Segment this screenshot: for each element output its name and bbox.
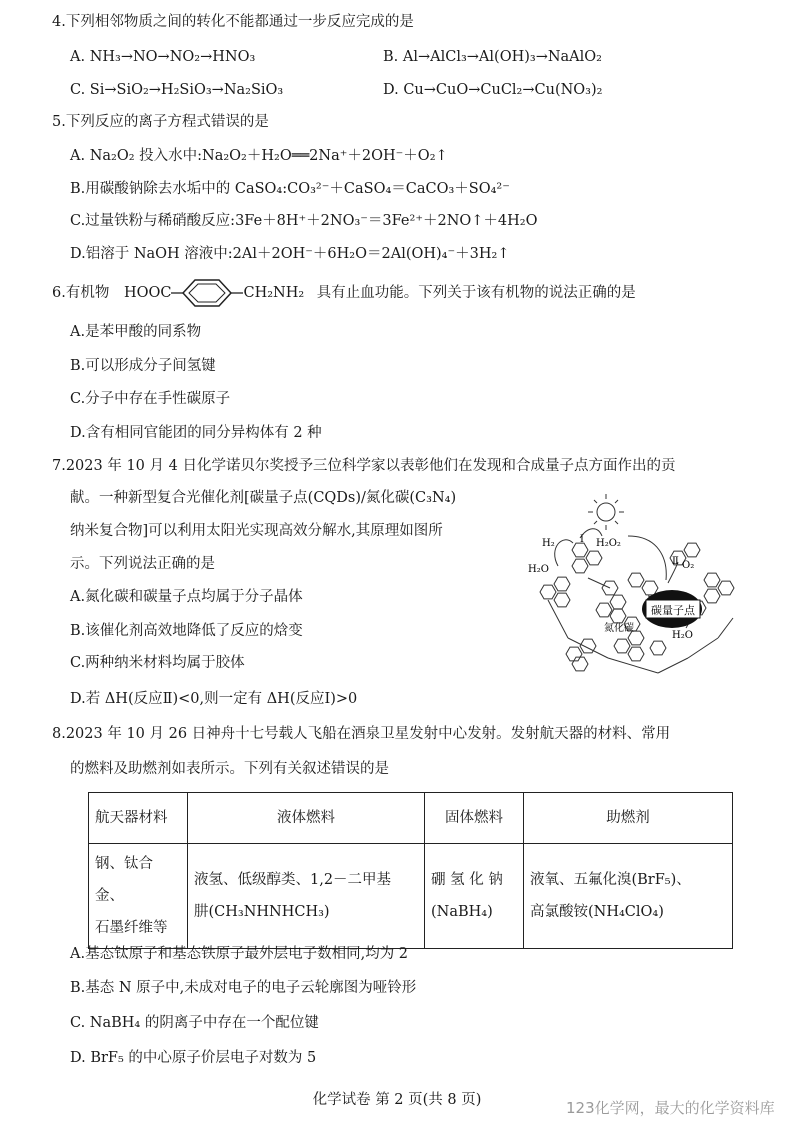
q4-stem: 4.下列相邻物质之间的转化不能都通过一步反应完成的是 [52,14,414,30]
cell-line: (NaBH₄) [431,904,493,920]
page-footer: 化学试卷 第 2 页(共 8 页) [312,1092,482,1108]
cell-line: 高氯酸铵(NH₄ClO₄) [530,904,664,920]
q4-option-c: C. Si→SiO₂→H₂SiO₃→Na₂SiO₃ [70,82,284,98]
hexagon-ring [628,573,644,587]
q5-option-a: A. Na₂O₂ 投入水中:Na₂O₂＋H₂O══2Na⁺＋2OH⁻＋O₂↑ [70,148,448,164]
q4-option-d: D. Cu→CuO→CuCl₂→Cu(NO₃)₂ [383,82,603,98]
bond-line [658,658,688,673]
cell-solid-fuel [425,844,524,949]
q4-option-b: B. Al→AlCl₃→Al(OH)₃→NaAlO₂ [383,49,602,65]
sun-icon [588,494,624,530]
c3n4-label: 氮化碳 [604,623,634,634]
q4-option-a: A. NH₃→NO→NO₂→HNO₃ [70,49,256,65]
hexagon-ring [586,551,602,565]
q6-left-group: HOOC [123,285,172,301]
hexagon-ring [718,581,734,595]
q6-option-a: A.是苯甲酸的同系物 [70,324,202,340]
q7-stem-line3: 纳米复合物]可以利用太阳光实现高效分解水,其原理如图所 [70,523,443,539]
cell-material [89,844,188,949]
cqd-label: 碳量子点 [651,604,695,617]
cell-line: 肼(CH₃NHNHCH₃) [194,904,330,920]
q8-option-a: A.基态钛原子和基态铁原子最外层电子数相同,均为 2 [70,946,409,962]
q7-stem-line2: 献。一种新型复合光催化剂[碳量子点(CQDs)/氮化碳(C₃N₄) [70,490,457,506]
hexagon-ring [596,603,612,617]
q7-stem-line1: 7.2023 年 10 月 4 日化学诺贝尔奖授予三位科学家以表彰他们在发现和合成量子点方面作出的贡 [52,458,676,474]
cell-line: 硼 氢 化 钠 [431,872,503,888]
header-material: 航天器材料 [89,793,188,844]
cell-line: 液氧、五氟化溴(BrF₅)、 [530,872,691,888]
bond-line [718,618,733,638]
q6-right-group: CH₂NH₂ [243,285,305,301]
header-solid-fuel: 固体燃料 [425,793,524,844]
hexagon-ring [566,647,582,661]
q6-option-c: C.分子中存在手性碳原子 [70,391,231,407]
q6-prefix: 6.有机物 [52,285,110,301]
hexagon-ring [540,585,556,599]
header-oxidizer: 助燃剂 [524,793,733,844]
bond-line [548,600,568,638]
q7-option-a: A.氮化碳和碳量子点均属于分子晶体 [70,589,303,605]
q6-stem [52,283,636,303]
q6-suffix: 具有止血功能。下列关于该有机物的说法正确的是 [316,285,636,301]
cell-oxidizer [524,844,733,949]
bond-line [688,638,718,658]
hexagon-ring [610,595,626,609]
hexagon-ring [572,657,588,671]
h2o-left-label: H₂O [528,564,549,575]
cell-line: 石墨纤维等 [95,920,168,936]
hexagon-ring [650,641,666,655]
h2o-right-label: H₂O [672,630,693,641]
q7-stem-line4: 示。下列说法正确的是 [70,556,215,572]
bond-line [608,658,658,673]
h2-label: H₂ [542,538,555,549]
q8-option-b: B.基态 N 原子中,未成对电子的电子云轮廓图为哑铃形 [70,980,417,996]
hexagon-ring [684,543,700,557]
q8-option-d: D. BrF₅ 的中心原子价层电子对数为 5 [70,1050,317,1066]
reaction-i-label: Ⅰ [580,534,584,545]
q7-option-d: D.若 ΔH(反应Ⅱ)<0,则一定有 ΔH(反应Ⅰ)>0 [70,691,358,707]
hexagon-ring [610,609,626,623]
h2o2-label: H₂O₂ [596,538,621,549]
hexagon-ring [614,639,630,653]
q8-stem-line1: 8.2023 年 10 月 26 日神舟十七号载人飞船在酒泉卫星发射中心发射。发射航天器的材料、常用 [52,726,671,742]
benzene-ring-icon [171,276,243,310]
hexagon-ring [554,593,570,607]
cell-line: 钢、钛合金、 [95,856,153,904]
q8-option-c: C. NaBH₄ 的阴离子中存在一个配位键 [70,1015,319,1031]
q6-option-b: B.可以形成分子间氢键 [70,358,216,374]
hexagon-ring [628,647,644,661]
photocatalysis-diagram [518,488,744,680]
hexagon-ring [704,573,720,587]
q5-option-b: B.用碳酸钠除去水垢中的 CaSO₄:CO₃²⁻＋CaSO₄＝CaCO₃＋SO₄²⁻ [70,181,510,197]
reaction-ii-label: Ⅱ [672,556,679,567]
spacecraft-materials-table [88,792,733,949]
bond-line [588,578,610,588]
hexagon-ring [554,577,570,591]
cell-liquid-fuel [188,844,425,949]
q7-option-c: C.两种纳米材料均属于胶体 [70,655,245,671]
hexagon-ring [572,559,588,573]
hexagon-ring [572,543,588,557]
q6-option-d: D.含有相同官能团的同分异构体有 2 种 [70,425,322,441]
bond-line [568,638,608,658]
q7-option-b: B.该催化剂高效地降低了反应的焓变 [70,623,303,639]
q5-option-d: D.铝溶于 NaOH 溶液中:2Al＋2OH⁻＋6H₂O＝2Al(OH)₄⁻＋3H₂↑ [70,246,510,262]
hexagon-ring [642,581,658,595]
watermark: 123化学网，最大的化学资料库 [566,1099,775,1117]
o2-label: O₂ [682,560,695,571]
q8-stem-line2: 的燃料及助燃剂如表所示。下列有关叙述错误的是 [70,761,389,777]
q5-option-c: C.过量铁粉与稀硝酸反应:3Fe＋8H⁺＋2NO₃⁻＝3Fe²⁺＋2NO↑＋4H₂O [70,213,538,229]
hexagon-ring [704,589,720,603]
header-liquid-fuel: 液体燃料 [188,793,425,844]
q5-stem: 5.下列反应的离子方程式错误的是 [52,114,269,130]
cell-line: 液氢、低级醇类、1,2－二甲基 [194,872,392,888]
